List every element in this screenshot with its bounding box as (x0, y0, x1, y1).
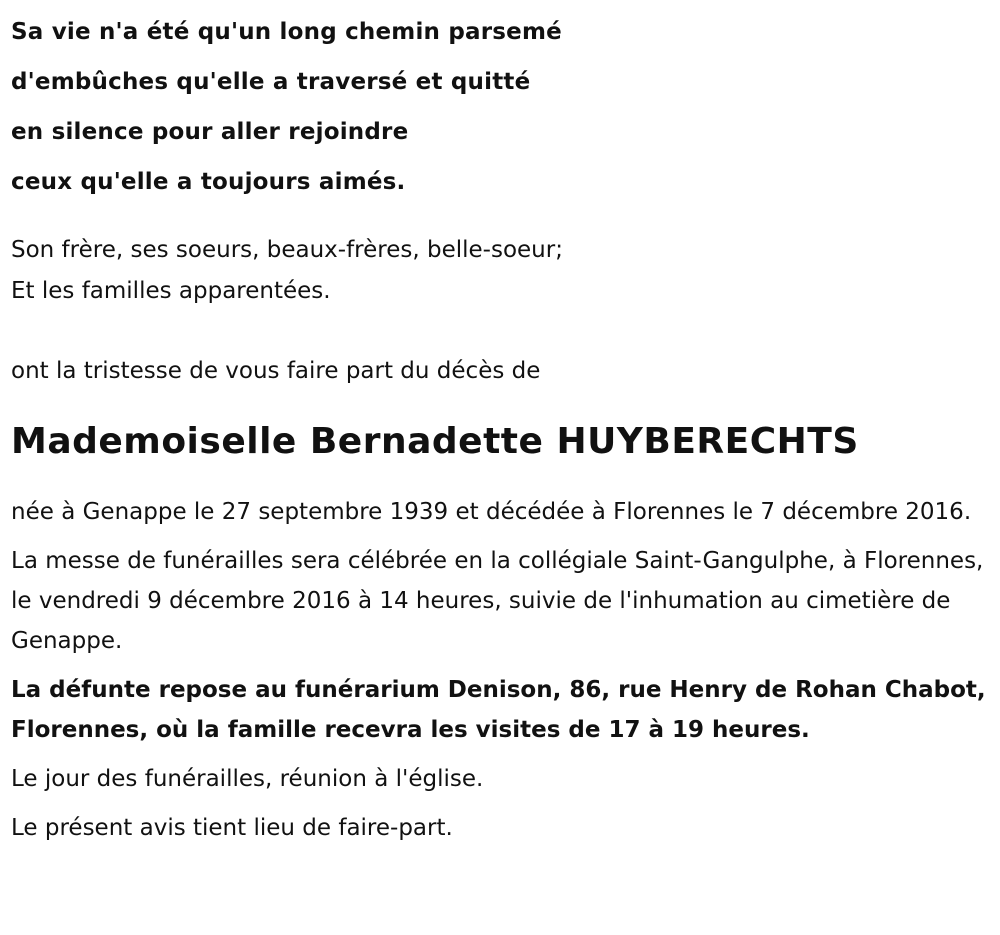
funeral-mass-details: La messe de funérailles sera célébrée en la collégiale Saint-Gangulphe, à Florennes, le vendredi 9 décembre 2016 à 14 heures, suivie de l'inhumation au cimetière de Genappe. (11, 548, 984, 654)
family-line: Son frère, ses soeurs, beaux-frères, belle-soeur; (11, 237, 563, 263)
funeral-day-note: Le jour des funérailles, réunion à l'église. (11, 766, 484, 792)
birth-death-details: née à Genappe le 27 septembre 1939 et décédée à Florennes le 7 décembre 2016. (11, 499, 972, 525)
poem-line: ceux qu'elle a toujours aimés. (11, 169, 406, 195)
repose-details: La défunte repose au funérarium Denison, 86, rue Henry de Rohan Chabot, Florennes, où la famille recevra les visites de 17 à 19 heures. (11, 677, 986, 743)
obituary-notice (11, 0, 986, 848)
family-members (11, 230, 986, 312)
poem-line: en silence pour aller rejoindre (11, 119, 409, 145)
notice-statement: Le présent avis tient lieu de faire-part. (11, 815, 453, 841)
memorial-poem (11, 0, 986, 207)
poem-line: d'embûches qu'elle a traversé et quitté (11, 69, 531, 95)
family-line: Et les familles apparentées. (11, 278, 331, 304)
deceased-name: Mademoiselle Bernadette HUYBERECHTS (11, 421, 859, 462)
poem-line: Sa vie n'a été qu'un long chemin parsemé (11, 19, 562, 45)
announcement-text: ont la tristesse de vous faire part du décès de (11, 358, 541, 384)
